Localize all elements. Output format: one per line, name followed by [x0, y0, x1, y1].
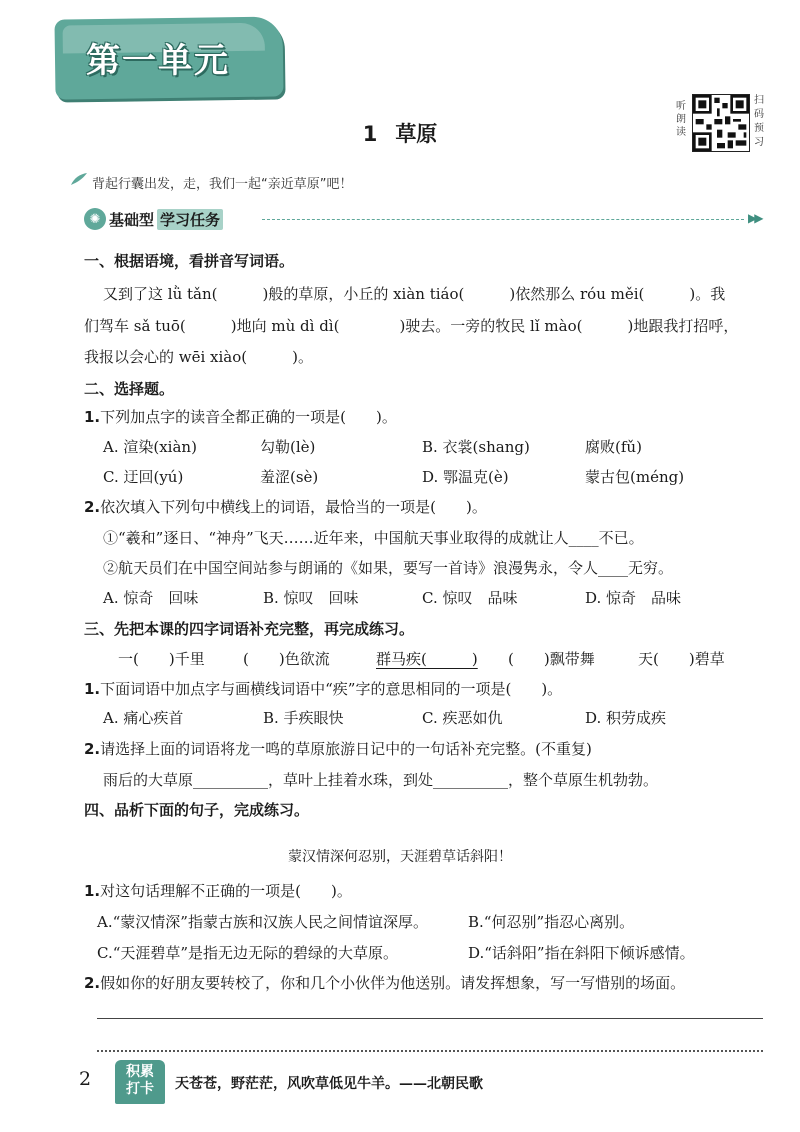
- option-a[interactable]: A. 惊奇 回味: [103, 589, 199, 607]
- q-number: 1.: [84, 408, 101, 426]
- sec2-q2: [84, 496, 487, 517]
- sec2-q2-s1: ①“羲和”逐日、“神舟”飞天……近年来，中国航天事业取得的成就让人____不已。: [103, 529, 644, 547]
- option-c2[interactable]: 羞涩(sè): [260, 468, 319, 486]
- double-arrow-icon: ▶▶: [748, 211, 761, 225]
- sec2-q2-s2: ②航天员们在中国空间站参与朗诵的《如果，要写一首诗》浪漫隽永，令人____无穷。: [103, 559, 674, 577]
- sec1-line3: 我报以会心的 wēi xiào( )。: [84, 348, 313, 366]
- task-label: 学习任务: [157, 209, 223, 230]
- task-divider: [262, 219, 744, 220]
- checkin-badge: [115, 1060, 165, 1104]
- sec3-q2: [84, 738, 592, 759]
- intro-text: 背起行囊出发，走，我们一起“亲近草原”吧！: [92, 177, 353, 192]
- q-text: 下面词语中加点字与画横线词语中“疾”字的意思相同的一项是( )。: [100, 680, 563, 698]
- lightbulb-icon: ✺: [84, 208, 106, 230]
- option-d[interactable]: D. 积劳成疾: [585, 709, 667, 727]
- q-text: 请选择上面的词语将龙一鸣的草原旅游日记中的一句话补充完整。(不重复): [100, 740, 592, 758]
- badge-line2: 打卡: [126, 1081, 154, 1097]
- option-c[interactable]: C.“天涯碧草”是指无边无际的碧绿的大草原。: [97, 944, 399, 962]
- lesson-number: 1: [362, 122, 378, 146]
- sec3-heading: 三、先把本课的四字词语补充完整，再完成练习。: [84, 620, 415, 638]
- q-text: 对这句话理解不正确的一项是( )。: [100, 882, 352, 900]
- quote-sentence: 蒙汉情深何忍别，天涯碧草话斜阳！: [288, 849, 512, 865]
- option-d2[interactable]: 蒙古包(méng): [585, 468, 685, 486]
- q-number: 2.: [84, 498, 101, 516]
- sec4-heading: 四、品析下面的句子，完成练习。: [84, 801, 310, 819]
- option-b[interactable]: B. 手疾眼快: [263, 709, 344, 727]
- q-number: 2.: [84, 974, 101, 992]
- option-a[interactable]: A. 痛心疾首: [103, 709, 184, 727]
- qr-pattern: [693, 95, 749, 151]
- option-d[interactable]: D. 惊奇 品味: [585, 589, 682, 607]
- option-b1[interactable]: B. 衣裳(shang): [422, 438, 530, 456]
- sec1-line2: 们驾车 sǎ tuō( )地向 mù dì dì( )驶去。一旁的牧民 lǐ mào( )地跟我打招呼，: [84, 317, 739, 335]
- qr-listen-label: 听朗读: [676, 101, 686, 138]
- option-c1[interactable]: C. 迂回(yú): [103, 468, 184, 486]
- answer-dotted-line: [97, 1050, 763, 1052]
- option-b2[interactable]: 腐败(fǔ): [585, 438, 642, 456]
- sec3-q2-sentence[interactable]: 雨后的大草原__________，草叶上挂着水珠，到处__________，整个草原生机勃勃。: [103, 771, 659, 789]
- idiom-5: 天( )碧草: [638, 650, 725, 668]
- option-d[interactable]: D.“话斜阳”指在斜阳下倾诉感情。: [468, 944, 695, 962]
- idiom-2: ( )色欲流: [243, 650, 330, 668]
- q-number: 1.: [84, 680, 101, 698]
- q-text: 假如你的好朋友要转校了，你和几个小伙伴为他送别。请发挥想象，写一写惜别的场面。: [100, 974, 686, 992]
- sec1-heading: 一、根据语境，看拼音写词语。: [84, 252, 295, 270]
- badge-line1: 积累: [126, 1064, 154, 1080]
- idiom-4: ( )飘带舞: [508, 650, 595, 668]
- option-c[interactable]: C. 疾恶如仇: [422, 709, 503, 727]
- q-number: 2.: [84, 740, 101, 758]
- answer-line[interactable]: [97, 1018, 763, 1019]
- lesson-name: 草原: [395, 122, 438, 146]
- option-a[interactable]: A.“蒙汉情深”指蒙古族和汉族人民之间情谊深厚。: [97, 913, 428, 931]
- sec2-heading: 二、选择题。: [84, 380, 175, 398]
- task-header: [84, 208, 223, 230]
- option-b[interactable]: B. 惊叹 回味: [263, 589, 359, 607]
- sec4-q2: [84, 972, 685, 993]
- unit-title: 第一单元: [86, 41, 230, 81]
- option-c[interactable]: C. 惊叹 品味: [422, 589, 518, 607]
- feather-icon: [70, 172, 88, 186]
- option-b[interactable]: B.“何忍别”指忍心离别。: [468, 913, 635, 931]
- q-text: 下列加点字的读音全都正确的一项是( )。: [100, 408, 397, 426]
- sec3-q1: [84, 678, 562, 699]
- sec2-q1: [84, 406, 397, 427]
- footer-proverb: 天苍苍，野茫茫，风吹草低见牛羊。——北朝民歌: [175, 1076, 483, 1092]
- page-number: 2: [79, 1068, 92, 1090]
- sec1-line1: 又到了这 lǜ tǎn( )般的草原，小丘的 xiàn tiáo( )依然那么 róu měi( )。我: [103, 285, 726, 303]
- idiom-3: 群马疾( ): [376, 650, 478, 668]
- qr-scan-label: 扫码预习: [754, 95, 764, 148]
- q-text: 依次填入下列句中横线上的词语，最恰当的一项是( )。: [100, 498, 487, 516]
- q-number: 1.: [84, 882, 101, 900]
- sec4-q1: [84, 880, 352, 901]
- idiom-1: 一( )千里: [118, 650, 205, 668]
- task-type: 基础型: [109, 210, 155, 229]
- qr-code-icon[interactable]: [692, 94, 750, 152]
- option-d1[interactable]: D. 鄂温克(è): [422, 468, 509, 486]
- option-a2[interactable]: 勾勒(lè): [260, 438, 316, 456]
- option-a1[interactable]: A. 渲染(xiàn): [103, 438, 197, 456]
